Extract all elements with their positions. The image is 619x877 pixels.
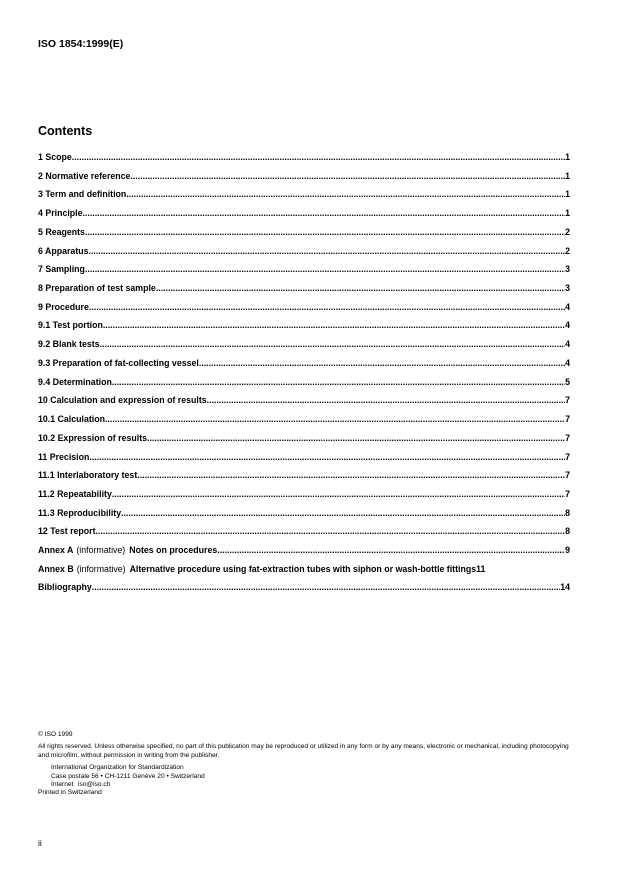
toc-entry-label: 11.2 Repeatability: [38, 488, 112, 499]
toc-entry-preparation-of-test-sample[interactable]: [38, 283, 570, 302]
toc-entry-term-and-definition[interactable]: [38, 189, 570, 208]
toc-entry-page: 1: [565, 152, 570, 162]
toc-entry-label: 9.1 Test portion: [38, 320, 103, 331]
toc-annex-heading: [38, 545, 217, 555]
toc-entry-expression-of-results[interactable]: [38, 433, 570, 452]
toc-dot-leader: [156, 283, 565, 293]
toc-dot-leader: [112, 377, 565, 387]
toc-entry-scope[interactable]: [38, 152, 570, 171]
toc-annex-heading: [38, 564, 476, 574]
toc-entry-page: 7: [565, 395, 570, 406]
toc-dot-leader: [112, 489, 565, 499]
toc-entry-page: 11: [476, 563, 486, 574]
toc-entry-label: 7 Sampling: [38, 264, 85, 275]
document-identifier: ISO 1854:1999(E): [38, 38, 124, 50]
toc-entry-page: 3: [565, 283, 570, 294]
toc-entry-annex-b[interactable]: [38, 564, 570, 583]
toc-annex-title: Alternative procedure using fat-extraction tubes with siphon or wash-bottle fittings: [129, 563, 477, 574]
toc-dot-leader: [89, 246, 566, 256]
toc-entry-label: 9 Procedure: [38, 301, 89, 312]
contents-heading: Contents: [38, 124, 93, 138]
toc-dot-leader: [126, 189, 565, 199]
toc-entry-blank-tests[interactable]: [38, 339, 570, 358]
toc-entry-normative-reference[interactable]: [38, 171, 570, 190]
toc-dot-leader: [217, 545, 565, 555]
toc-entry-label: 10.1 Calculation: [38, 414, 105, 425]
toc-entry-page: 7: [565, 414, 570, 425]
toc-entry-label: 9.2 Blank tests: [38, 339, 100, 350]
toc-entry-page: 2: [565, 245, 570, 256]
toc-entry-bibliography[interactable]: [38, 582, 570, 601]
toc-entry-test-portion[interactable]: [38, 320, 570, 339]
printed-in: Printed in Switzerland: [38, 789, 102, 797]
toc-annex-prefix: Annex A: [38, 545, 74, 556]
toc-entry-label: 5 Reagents: [38, 226, 85, 237]
toc-entry-page: 4: [565, 357, 570, 368]
toc-entry-page: 7: [565, 488, 570, 499]
toc-entry-annex-a[interactable]: [38, 545, 570, 564]
toc-annex-title: Notes on procedures: [129, 545, 218, 556]
toc-entry-label: 9.3 Preparation of fat-collecting vessel: [38, 357, 199, 368]
toc-entry-page: 7: [565, 470, 570, 481]
toc-dot-leader: [89, 302, 565, 312]
toc-dot-leader: [96, 526, 566, 536]
toc-entry-label: 11.1 Interlaboratory test: [38, 470, 138, 481]
toc-entry-label: 11 Precision: [38, 451, 90, 462]
toc-entry-page: 4: [565, 301, 570, 312]
toc-entry-reproducibility[interactable]: [38, 508, 570, 527]
toc-dot-leader: [121, 508, 565, 518]
organization-address: Case postale 56 • CH-1211 Genève 20 • Switzerland: [51, 772, 205, 780]
toc-entry-principle[interactable]: [38, 208, 570, 227]
toc-annex-prefix: Annex B: [38, 563, 74, 574]
toc-entry-preparation-of-fat-collecting-vessel[interactable]: [38, 358, 570, 377]
page-number: ii: [38, 838, 42, 848]
toc-dot-leader: [130, 171, 565, 181]
toc-entry-page: 5: [565, 376, 570, 387]
toc-entry-page: 4: [565, 320, 570, 331]
copyright-block: [38, 731, 578, 798]
toc-entry-label: 9.4 Determination: [38, 376, 112, 387]
toc-dot-leader: [100, 339, 565, 349]
toc-entry-calculation-and-expression-of-results[interactable]: [38, 395, 570, 414]
toc-entry-page: 1: [565, 208, 570, 219]
toc-entry-page: 1: [565, 189, 570, 200]
toc-dot-leader: [83, 208, 566, 218]
rights-statement: All rights reserved. Unless otherwise specified, no part of this publication may be reproduced or utilized in any form or by any means, electronic or mechanical, including photocopying and microfilm, without permission in writing from the publisher.: [38, 743, 569, 759]
toc-entry-determination[interactable]: [38, 377, 570, 396]
toc-dot-leader: [147, 433, 565, 443]
toc-entry-page: 7: [565, 451, 570, 462]
toc-entry-apparatus[interactable]: [38, 246, 570, 265]
toc-entry-label: 4 Principle: [38, 208, 83, 219]
toc-entry-label: 1 Scope: [38, 152, 72, 162]
toc-entry-page: 2: [565, 226, 570, 237]
toc-entry-test-report[interactable]: [38, 526, 570, 545]
toc-entry-label: 12 Test report: [38, 526, 96, 537]
toc-entry-label: 10 Calculation and expression of results: [38, 395, 207, 406]
toc-entry-page: 14: [560, 582, 570, 593]
organization-internet: [38, 781, 578, 789]
toc-entry-page: 9: [565, 545, 570, 556]
toc-dot-leader: [85, 227, 565, 237]
toc-annex-tag: (informative): [76, 563, 126, 574]
toc-entry-page: 4: [565, 339, 570, 350]
toc-entry-page: 3: [565, 264, 570, 275]
toc-entry-label: Bibliography: [38, 582, 92, 593]
toc-dot-leader: [92, 582, 560, 592]
toc-entry-repeatability[interactable]: [38, 489, 570, 508]
toc-entry-label: 2 Normative reference: [38, 170, 131, 181]
toc-entry-sampling[interactable]: [38, 264, 570, 283]
toc-entry-calculation[interactable]: [38, 414, 570, 433]
toc-entry-interlaboratory-test[interactable]: [38, 470, 570, 489]
toc-dot-leader: [103, 320, 565, 330]
toc-entry-page: 8: [565, 507, 570, 518]
toc-dot-leader: [85, 264, 565, 274]
toc-entry-label: 3 Term and definition: [38, 189, 127, 200]
toc-entry-label: 6 Apparatus: [38, 245, 89, 256]
toc-entry-page: 1: [565, 170, 570, 181]
toc-dot-leader: [72, 152, 565, 162]
internet-label: Internet: [51, 781, 74, 789]
toc-dot-leader: [207, 395, 565, 405]
toc-entry-label: 11.3 Reproducibility: [38, 507, 122, 518]
toc-annex-tag: (informative): [76, 545, 126, 556]
copyright-notice: © ISO 1999: [38, 731, 73, 738]
toc-entry-reagents[interactable]: [38, 227, 570, 246]
toc-dot-leader: [199, 358, 565, 368]
toc-dot-leader: [105, 414, 565, 424]
toc-entry-page: 7: [565, 432, 570, 443]
table-of-contents: [38, 152, 570, 601]
toc-dot-leader: [89, 452, 565, 462]
toc-entry-label: 8 Preparation of test sample: [38, 283, 156, 294]
toc-entry-label: 10.2 Expression of results: [38, 432, 148, 443]
organization-name: International Organization for Standardization: [51, 764, 184, 772]
toc-dot-leader: [137, 470, 565, 480]
toc-entry-procedure[interactable]: [38, 302, 570, 321]
toc-entry-precision[interactable]: [38, 452, 570, 471]
toc-entry-page: 8: [565, 526, 570, 537]
internet-email-link[interactable]: iso@iso.ch: [78, 781, 111, 789]
